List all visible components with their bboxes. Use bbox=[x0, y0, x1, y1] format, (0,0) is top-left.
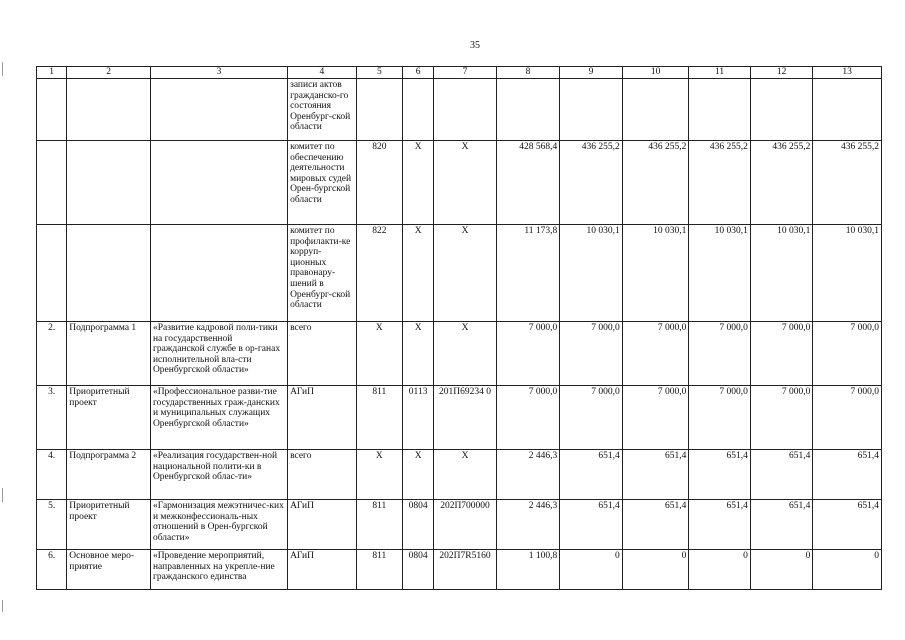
row-rz: 0113 bbox=[403, 386, 434, 450]
row-number: 6. bbox=[37, 550, 67, 590]
header-cell: 3 bbox=[150, 67, 287, 79]
table-row bbox=[37, 79, 882, 141]
row-type: Приоритетный проект bbox=[67, 500, 151, 550]
margin-mark bbox=[2, 600, 3, 612]
row-type: Подпрограмма 2 bbox=[67, 450, 151, 500]
row-rz: 0804 bbox=[403, 550, 434, 590]
header-cell: 10 bbox=[622, 67, 689, 79]
table-row bbox=[37, 322, 882, 386]
row-value-9: 651,4 bbox=[560, 450, 623, 500]
row-grbs: X bbox=[356, 322, 402, 386]
row-name: «Гармонизация межэтничес-ких и межконфессиональ-ных отношений в Орен-бургской области» bbox=[150, 500, 287, 550]
margin-mark bbox=[2, 62, 3, 76]
row-value-9: 436 255,2 bbox=[560, 141, 623, 225]
row-executor: АГиП bbox=[288, 550, 357, 590]
row-number: 4. bbox=[37, 450, 67, 500]
row-value-11: 7 000,0 bbox=[689, 386, 751, 450]
row-value-13: 0 bbox=[813, 550, 882, 590]
page-number: 35 bbox=[470, 40, 480, 51]
table-row bbox=[37, 386, 882, 450]
row-value-9: 7 000,0 bbox=[560, 386, 623, 450]
row-executor: всего bbox=[288, 322, 357, 386]
row-name bbox=[150, 141, 287, 225]
header-cell: 9 bbox=[560, 67, 623, 79]
row-rz: X bbox=[403, 322, 434, 386]
row-value-12: 651,4 bbox=[750, 500, 813, 550]
row-name bbox=[150, 79, 287, 141]
row-value-10: 0 bbox=[622, 550, 689, 590]
row-value-11: 10 030,1 bbox=[689, 225, 751, 322]
row-name: «Профессиональное разви-тие государственных граж-данских и муниципальных служащих Оренбургской области» bbox=[150, 386, 287, 450]
row-number: 5. bbox=[37, 500, 67, 550]
row-executor: комитет по обеспечению деятельности мировых судей Орен-бургской области bbox=[288, 141, 357, 225]
row-grbs: 822 bbox=[356, 225, 402, 322]
row-value-11 bbox=[689, 79, 751, 141]
row-value-11: 7 000,0 bbox=[689, 322, 751, 386]
row-grbs: 811 bbox=[356, 386, 402, 450]
row-value-8: 2 446,3 bbox=[496, 500, 560, 550]
row-type bbox=[67, 141, 151, 225]
row-value-8: 428 568,4 bbox=[496, 141, 560, 225]
row-value-13 bbox=[813, 79, 882, 141]
row-value-13: 651,4 bbox=[813, 500, 882, 550]
row-csr: 201П69234 0 bbox=[434, 386, 497, 450]
header-cell: 11 bbox=[689, 67, 751, 79]
header-cell: 5 bbox=[356, 67, 402, 79]
row-number: 2. bbox=[37, 322, 67, 386]
row-rz: 0804 bbox=[403, 500, 434, 550]
row-value-10: 651,4 bbox=[622, 500, 689, 550]
row-value-13: 7 000,0 bbox=[813, 386, 882, 450]
row-value-8: 7 000,0 bbox=[496, 322, 560, 386]
row-name bbox=[150, 225, 287, 322]
row-value-13: 7 000,0 bbox=[813, 322, 882, 386]
row-executor: всего bbox=[288, 450, 357, 500]
row-value-8: 2 446,3 bbox=[496, 450, 560, 500]
row-value-11: 0 bbox=[689, 550, 751, 590]
header-cell: 8 bbox=[496, 67, 560, 79]
row-value-10: 7 000,0 bbox=[622, 386, 689, 450]
row-value-11: 651,4 bbox=[689, 500, 751, 550]
row-value-11: 651,4 bbox=[689, 450, 751, 500]
table-row bbox=[37, 500, 882, 550]
row-value-9: 10 030,1 bbox=[560, 225, 623, 322]
row-number bbox=[37, 141, 67, 225]
row-number bbox=[37, 79, 67, 141]
row-value-13: 651,4 bbox=[813, 450, 882, 500]
row-type: Приоритетный проект bbox=[67, 386, 151, 450]
row-value-12: 7 000,0 bbox=[750, 322, 813, 386]
row-value-8: 1 100,8 bbox=[496, 550, 560, 590]
row-value-8: 11 173,8 bbox=[496, 225, 560, 322]
header-cell: 1 bbox=[37, 67, 67, 79]
row-csr: X bbox=[434, 141, 497, 225]
row-csr: X bbox=[434, 225, 497, 322]
row-value-9 bbox=[560, 79, 623, 141]
row-value-12: 651,4 bbox=[750, 450, 813, 500]
row-grbs: 811 bbox=[356, 500, 402, 550]
row-value-12 bbox=[750, 79, 813, 141]
header-cell: 12 bbox=[750, 67, 813, 79]
row-number: 3. bbox=[37, 386, 67, 450]
row-csr bbox=[434, 79, 497, 141]
row-csr: 202П7R5160 bbox=[434, 550, 497, 590]
header-row bbox=[37, 67, 882, 79]
row-name: «Реализация государствен-ной национальной полити-ки в Оренбургской облас-ти» bbox=[150, 450, 287, 500]
row-value-13: 436 255,2 bbox=[813, 141, 882, 225]
row-value-12: 0 bbox=[750, 550, 813, 590]
row-value-13: 10 030,1 bbox=[813, 225, 882, 322]
row-value-10: 436 255,2 bbox=[622, 141, 689, 225]
row-value-9: 7 000,0 bbox=[560, 322, 623, 386]
header-cell: 7 bbox=[434, 67, 497, 79]
header-cell: 6 bbox=[403, 67, 434, 79]
row-type: Подпрограмма 1 bbox=[67, 322, 151, 386]
table-row bbox=[37, 225, 882, 322]
row-executor: АГиП bbox=[288, 386, 357, 450]
row-number bbox=[37, 225, 67, 322]
row-rz: X bbox=[403, 225, 434, 322]
margin-mark bbox=[2, 488, 3, 502]
row-value-9: 651,4 bbox=[560, 500, 623, 550]
row-value-11: 436 255,2 bbox=[689, 141, 751, 225]
row-executor: записи актов гражданско-го состояния Оренбург-ской области bbox=[288, 79, 357, 141]
row-value-8: 7 000,0 bbox=[496, 386, 560, 450]
header-cell: 13 bbox=[813, 67, 882, 79]
row-value-8 bbox=[496, 79, 560, 141]
row-value-10: 651,4 bbox=[622, 450, 689, 500]
row-name: «Проведение мероприятий, направленных на укрепле-ние гражданского единства bbox=[150, 550, 287, 590]
row-rz: X bbox=[403, 141, 434, 225]
row-type bbox=[67, 79, 151, 141]
row-csr: X bbox=[434, 322, 497, 386]
row-csr: 202П700000 bbox=[434, 500, 497, 550]
row-rz bbox=[403, 79, 434, 141]
row-type: Основное меро-приятие bbox=[67, 550, 151, 590]
row-csr: X bbox=[434, 450, 497, 500]
row-grbs: 820 bbox=[356, 141, 402, 225]
row-rz: X bbox=[403, 450, 434, 500]
row-executor: комитет по профилакти-ке корруп-ционных правонару-шений в Оренбург-ской области bbox=[288, 225, 357, 322]
row-grbs: 811 bbox=[356, 550, 402, 590]
row-type bbox=[67, 225, 151, 322]
header-cell: 4 bbox=[288, 67, 357, 79]
row-value-9: 0 bbox=[560, 550, 623, 590]
row-name: «Развитие кадровой поли-тики на государственной гражданской службе в ор-ганах исполнительной вла-сти Оренбургской области» bbox=[150, 322, 287, 386]
row-grbs: X bbox=[356, 450, 402, 500]
budget-table bbox=[36, 66, 882, 590]
table-row bbox=[37, 450, 882, 500]
table-row bbox=[37, 141, 882, 225]
row-value-12: 436 255,2 bbox=[750, 141, 813, 225]
header-cell: 2 bbox=[67, 67, 151, 79]
row-value-10: 10 030,1 bbox=[622, 225, 689, 322]
row-value-12: 10 030,1 bbox=[750, 225, 813, 322]
row-value-10: 7 000,0 bbox=[622, 322, 689, 386]
row-value-10 bbox=[622, 79, 689, 141]
row-value-12: 7 000,0 bbox=[750, 386, 813, 450]
row-grbs bbox=[356, 79, 402, 141]
row-executor: АГиП bbox=[288, 500, 357, 550]
table-row bbox=[37, 550, 882, 590]
